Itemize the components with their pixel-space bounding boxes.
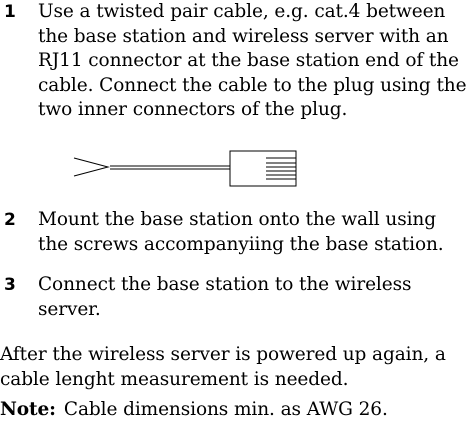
step-number: 2 bbox=[4, 210, 16, 230]
rj11-plug bbox=[230, 151, 296, 186]
cable-end-mark bbox=[74, 158, 108, 176]
step-text: Connect the base station to the wireless server. bbox=[38, 274, 412, 320]
after-paragraph: After the wireless server is powered up again, a cable lenght measurement is needed. bbox=[0, 344, 446, 390]
step-number: 3 bbox=[4, 275, 16, 295]
step-number: 1 bbox=[4, 2, 16, 22]
rj11-cable-illustration bbox=[70, 148, 300, 190]
note-paragraph bbox=[0, 398, 470, 423]
note-label: Note: bbox=[0, 399, 56, 420]
step-text: Use a twisted pair cable, e.g. cat.4 between the base station and wireless server with an RJ11 connector at the base station end of the cable. Connect the cable to the plug using the two inner connectors of the plug. bbox=[38, 1, 467, 120]
note-text: Cable dimensions min. as AWG 26. bbox=[63, 399, 388, 420]
step-text: Mount the base station onto the wall using the screws accompanyiing the base station. bbox=[38, 209, 444, 255]
